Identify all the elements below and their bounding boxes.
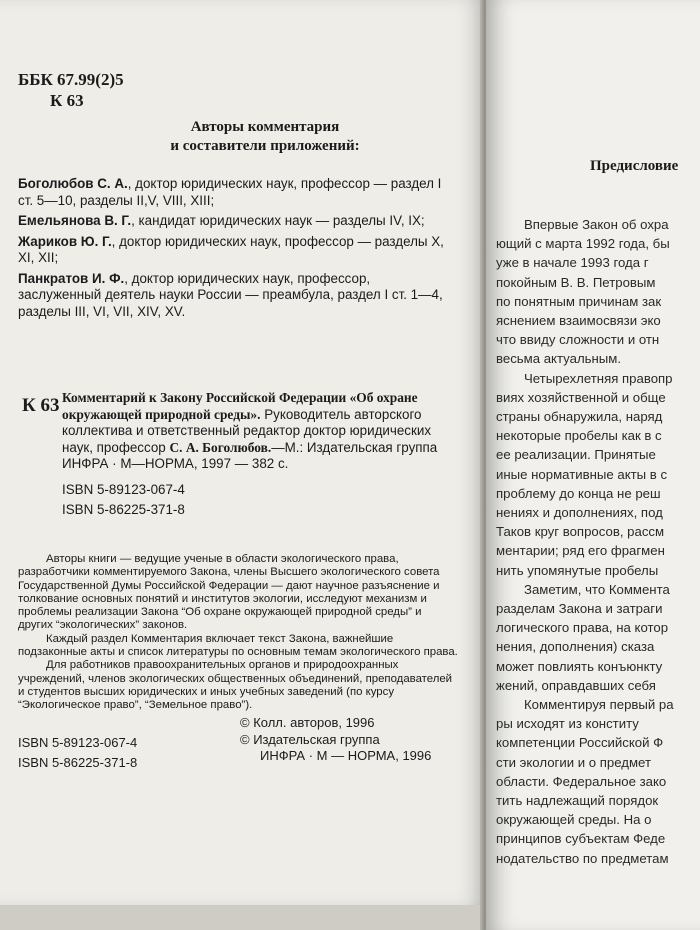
book-description — [62, 390, 458, 473]
preface-line: Таков круг вопросов, рассм — [496, 524, 665, 540]
isbn-line: ISBN 5-89123-067-4 — [62, 482, 185, 497]
preface-line: разделам Закона и затраги — [496, 601, 663, 616]
author-text: , доктор юридических наук, профессор, заслуженный деятель науки России — преамбула, раздел I ст. 1—4, разделы III, VI, VII, XIV, XV. — [18, 270, 443, 319]
preface-line: покойным В. В. Петровым — [496, 274, 656, 290]
annotation-paragraph: Каждый раздел Комментария включает текст Закона, важнейшие подзаконные акты и список литературы по основным темам экологического права. — [18, 632, 458, 659]
book-title: Комментарий к Закону Российской Федерации «Об охране окружающей природной среды». — [62, 390, 418, 422]
author-entry — [18, 234, 454, 267]
book-editor: С. А. Боголюбов. — [169, 439, 272, 455]
annotation-paragraph: Авторы книги — ведущие ученые в области экологического права, разработчики комментируемого Закона, члены Высшего экологического совета Государственной Думы Российской Федерации — дают научное разъяснение и толкование основных понятий и институтов экологии, исследуют механизм и проблемы реализации Закона “Об охране окружающей природной среды” и других “экологических” законов. — [18, 553, 440, 632]
preface-title: Предисловие — [590, 158, 679, 174]
author-name: Боголюбов С. А. — [18, 176, 128, 191]
preface-line: нодательство по предметам — [496, 850, 669, 866]
authors-heading-line2: и составители приложений: — [170, 138, 360, 154]
preface-line: окружающей среды. На о — [496, 812, 652, 828]
copyright-line: © Издательская группа — [240, 731, 380, 747]
preface-line: проблему до конца не реш — [496, 485, 661, 501]
preface-line: что ввиду сложности и отн — [496, 332, 660, 348]
right-page — [486, 0, 700, 930]
preface-line: Комментируя первый ра — [524, 697, 674, 712]
page-edge — [0, 905, 486, 930]
copyright-line: © Колл. авторов, 1996 — [240, 715, 375, 730]
authors-list — [18, 176, 454, 320]
book-imprint: —М.: Издательская группа ИНФРА · М—НОРМА, 1997 — 382 с. — [62, 439, 438, 471]
authors-heading — [100, 118, 430, 156]
author-name: Панкратов И. Ф. — [18, 270, 125, 286]
annotation-paragraph: Для работников правоохранительных органов и природоохранных учреждений, членов экологических общественных объединений, преподавателей и студентов высших юридических и иных учебных заведений (по курсу “Экологическое право”, “Земельное право”). — [18, 659, 453, 712]
preface-line: иные нормативные акты в с — [496, 466, 668, 482]
isbn-bottom-block — [18, 733, 137, 773]
preface-line: некоторые пробелы как в с — [496, 428, 662, 444]
preface-line: яснением взаимосвязи эко — [496, 313, 661, 328]
copyright-block — [240, 715, 431, 765]
preface-line: логического права, на котор — [496, 620, 669, 636]
book-description-text: Руководитель авторского коллектива и ответственный редактор доктор юридических наук, профессор — [62, 406, 432, 455]
author-entry — [18, 176, 454, 209]
preface-line: виях хозяйственной и обще — [496, 389, 666, 405]
copyright-line: ИНФРА · М — НОРМА, 1996 — [260, 748, 432, 763]
preface-line: ее реализации. Принятые — [496, 447, 656, 463]
author-entry — [18, 271, 454, 321]
preface-line: нения, дополнения) сказа — [496, 639, 655, 655]
preface-line: ющий с марта 1992 года, бы — [496, 236, 670, 252]
preface-line: жений, оправдавших себя — [496, 677, 656, 693]
preface-line: нениях и дополнениях, под — [496, 505, 663, 520]
author-text: , доктор юридических наук, профессор — разделы X, XI, XII; — [18, 233, 444, 265]
preface-line: страны обнаружила, наряд — [496, 409, 663, 424]
preface-line: тить надлежащий порядок — [496, 793, 659, 808]
author-entry — [18, 213, 454, 230]
preface-line: Заметим, что Коммента — [524, 581, 670, 597]
preface-line: весьма актуальным. — [496, 351, 621, 367]
isbn-line: ISBN 5-89123-067-4 — [18, 735, 138, 750]
preface-line: нить упомянутые пробелы — [496, 562, 659, 578]
author-text: , доктор юридических наук, профессор — раздел I ст. 5—10, разделы II,V, VIII, XIII; — [18, 176, 442, 208]
preface-line: сти экологии и о предмет — [496, 754, 651, 770]
author-name: Жариков Ю. Г. — [18, 233, 112, 249]
author-mark-top: К 63 — [50, 91, 84, 110]
isbn-block — [62, 480, 185, 520]
preface-line: Четырехлетняя правопр — [524, 370, 673, 386]
preface-line: ры исходят из конститу — [496, 716, 639, 732]
preface-line: компетенции Российской Ф — [496, 735, 664, 751]
preface-line: области. Федеральное зако — [496, 773, 667, 789]
preface-line: Впервые Закон об охра — [524, 217, 669, 232]
author-name: Емельянова В. Г. — [18, 213, 132, 228]
author-text: , кандидат юридических наук — разделы IV, IX; — [131, 213, 425, 228]
annotation — [18, 553, 458, 713]
preface-line: принципов субъектам Феде — [496, 831, 666, 847]
preface-line: может повлиять конъюнкту — [496, 658, 663, 674]
preface-line: ментарии; ряд его фрагмен — [496, 543, 665, 559]
bbk-code: ББК 67.99(2)5 — [18, 70, 124, 89]
isbn-line: ISBN 5-86225-371-8 — [62, 502, 185, 517]
preface-line: уже в начале 1993 года г — [496, 255, 649, 271]
isbn-line: ISBN 5-86225-371-8 — [18, 755, 138, 770]
author-mark-bottom: К 63 — [22, 395, 60, 416]
preface-line: по понятным причинам зак — [496, 293, 662, 309]
authors-heading-line1: Авторы комментария — [190, 119, 340, 135]
